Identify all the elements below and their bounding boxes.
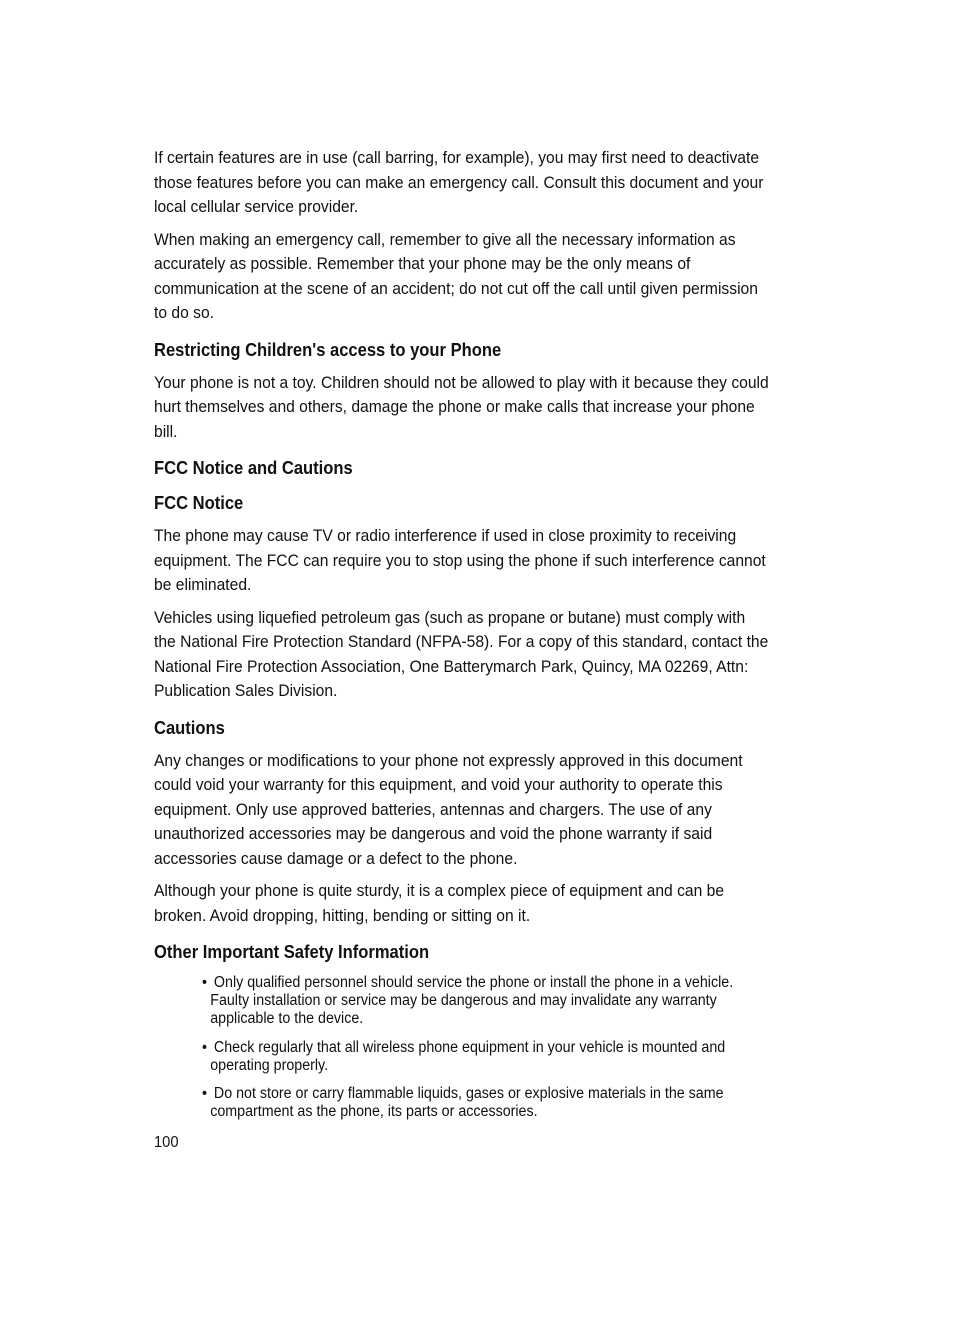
bullet-glyph: • <box>201 1038 207 1056</box>
paragraph-emergency-features: If certain features are in use (call barring, for example), you may first need to deactivate those features before you can make an emergency call. Consult this document and your local cellular service provider. <box>154 148 764 216</box>
heading-cautions: Cautions <box>154 717 225 738</box>
paragraph-sturdy-phone: Although your phone is quite sturdy, it is a complex piece of equipment and can be broken. Avoid dropping, hitting, bending or sitting on it. <box>154 881 725 925</box>
paragraph-modifications-warranty: Any changes or modifications to your phone not expressly approved in this document could void your warranty for this equipment, and void your authority to operate this equipment. Only use approved batteries, antennas and chargers. The use of any unauthorized accessories may be dangerous and void the phone warranty if said accessories cause damage or a defect to the phone. <box>154 750 743 868</box>
list-item <box>190 974 762 1029</box>
heading-restricting-children: Restricting Children's access to your Phone <box>154 339 502 360</box>
paragraph-lpg-vehicles: Vehicles using liquefied petroleum gas (such as propane or butane) must comply with the National Fire Protection Standard (NFPA-58). For a copy of this standard, contact the National Fire Protection Association, One Batterymarch Park, Quincy, MA 02269, Attn: Publication Sales Division. <box>154 607 769 700</box>
bullet-glyph: • <box>201 974 207 991</box>
heading-fcc-notice: FCC Notice <box>154 493 244 513</box>
paragraph-emergency-call-info: When making an emergency call, remember to give all the necessary information as accurately as possible. Remember that your phone may be the only means of communication at the scene of an accident; do not cut off the call until given permission to do so. <box>154 229 758 322</box>
bullet-text: Do not store or carry flammable liquids, gases or explosive materials in the same compartment as the phone, its parts or accessories. <box>210 1085 724 1121</box>
page-number: 100 <box>154 1134 179 1151</box>
heading-fcc-notice-and-cautions: FCC Notice and Cautions <box>154 458 353 478</box>
bullet-glyph: • <box>201 1085 207 1103</box>
list-item <box>190 1039 762 1075</box>
bullet-text: Only qualified personnel should service the phone or install the phone in a vehicle. Faulty installation or service may be dangerous and may invalidate any warranty applicable to the device. <box>210 974 734 1028</box>
paragraph-tv-interference: The phone may cause TV or radio interference if used in close proximity to receiving equipment. The FCC can require you to stop using the phone if such interference cannot be eliminated. <box>154 526 766 594</box>
safety-bullet-list <box>154 974 774 1121</box>
bullet-text: Check regularly that all wireless phone equipment in your vehicle is mounted and operating properly. <box>210 1038 726 1074</box>
list-item <box>190 1085 762 1121</box>
heading-other-safety-information: Other Important Safety Information <box>154 942 430 962</box>
paragraph-not-a-toy: Your phone is not a toy. Children should not be allowed to play with it because they could hurt themselves and others, damage the phone or make calls that increase your phone bill. <box>154 372 769 441</box>
document-page <box>154 146 774 1131</box>
